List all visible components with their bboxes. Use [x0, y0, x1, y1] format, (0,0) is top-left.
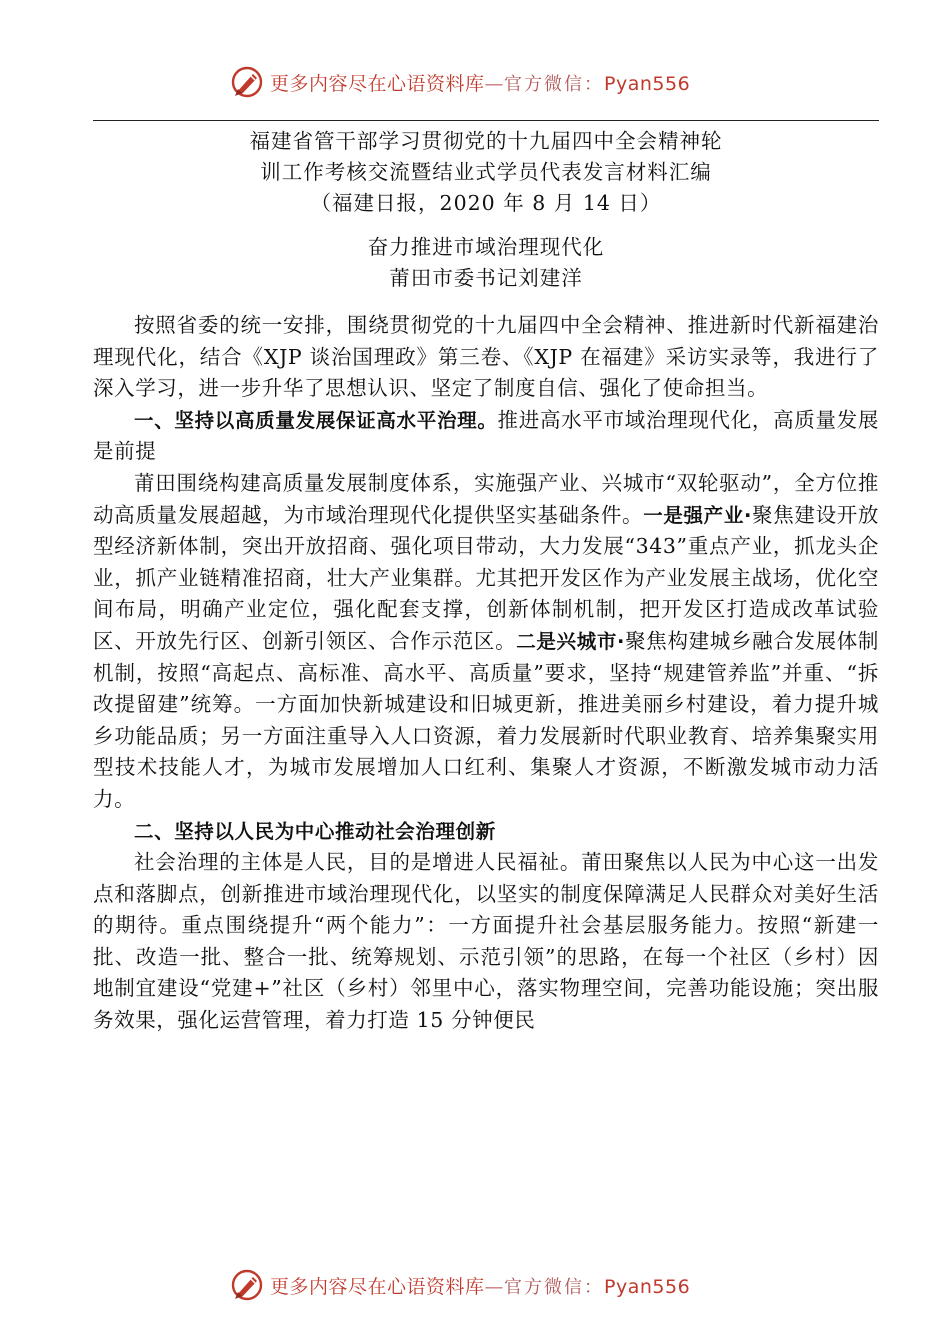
banner-wechat-id: Pyan556 [604, 1275, 691, 1298]
paragraph-text: 聚焦建设开放型经济新体制，突出开放招商、强化项目带动，大力发展“343”重点产业，抓龙头企业，抓产业链精准招商，壮大产业集群。尤其把开发区作为产业发展主战场，优化空间布局，明确产业定位，强化配套支撑，创新体制机制，把开发区打造成改革试验区、开放先行区、创新引领区、合作示范区。 [93, 502, 879, 653]
banner-text [270, 69, 690, 96]
title-line-1: 福建省管干部学习贯彻党的十九届四中全会精神轮 [249, 129, 723, 153]
banner-separator: — [484, 72, 505, 95]
paragraph-text: 聚焦构建城乡融合发展体制机制，按照“高起点、高标准、高水平、高质量”要求，坚持“规建管养监”并重、“拆改提留建”统筹。一方面加快新城建设和旧城更新，推进美丽乡村建设，着力提升城乡功能品质；另一方面注重导入人口资源，着力发展新时代职业教育、培养集聚实用型技术技能人才，为城市发展增加人口红利、集聚人才资源，不断激发城市动力活力。 [93, 628, 880, 811]
section-1-lead: 推进高水平市域治理现代化，高质量发展是前提 [93, 407, 879, 464]
article-author: 莆田市委书记刘建洋 [389, 266, 583, 290]
pen-logo-icon [230, 65, 264, 99]
article-body [93, 310, 879, 1037]
paragraph-section-2 [93, 816, 879, 848]
paragraph-putian-development [93, 468, 879, 816]
article-heading [93, 232, 879, 294]
document-title [93, 126, 879, 219]
point-2-heading: 二是兴城市· [516, 629, 626, 653]
paragraph-intro: 按照省委的统一安排，围绕贯彻党的十九届四中全会精神、推进新时代新福建治理现代化，结合《XJP 谈治国理政》第三卷、《XJP 在福建》采访实录等，我进行了深入学习，进一步升华了思想认识、坚定了制度自信、强化了使命担当。 [93, 313, 879, 401]
article-headline: 奋力推进市域治理现代化 [367, 235, 605, 259]
banner-wechat-label: 官方微信： [504, 73, 605, 95]
banner-separator: — [484, 1275, 505, 1298]
title-line-2: 训工作考核交流暨结业式学员代表发言材料汇编 [260, 160, 712, 184]
section-1-heading: 一、坚持以高质量发展保证高水平治理。 [134, 408, 498, 432]
banner-wechat-id: Pyan556 [604, 72, 691, 95]
banner-wechat-label: 官方微信： [504, 1276, 605, 1298]
banner-main-text: 更多内容尽在心语资料库 [270, 72, 485, 95]
footer-banner [230, 1265, 690, 1305]
header-divider [93, 120, 879, 121]
section-2-heading: 二、坚持以人民为中心推动社会治理创新 [134, 819, 496, 843]
paragraph-text: 莆田围绕构建高质量发展制度体系，实施强产业、兴城市“双轮驱动”，全方位推动高质量发展超越，为市域治理现代化提供坚实基础条件。 [93, 470, 879, 527]
title-line-3: （福建日报，2020 年 8 月 14 日） [310, 191, 662, 215]
paragraph-section-1 [93, 405, 879, 468]
header-banner [230, 62, 690, 102]
pen-logo-icon [230, 1268, 264, 1302]
banner-main-text: 更多内容尽在心语资料库 [270, 1275, 485, 1298]
banner-text [270, 1272, 690, 1299]
point-1-heading: 一是强产业· [643, 503, 753, 527]
paragraph-social-governance: 社会治理的主体是人民，目的是增进人民福祉。莆田聚焦以人民为中心这一出发点和落脚点，创新推进市域治理现代化，以坚实的制度保障满足人民群众对美好生活的期待。重点围绕提升“两个能力”：一方面提升社会基层服务能力。按照“新建一批、改造一批、整合一批、统筹规划、示范引领”的思路，在每一个社区（乡村）因地制宜建设“党建+”社区（乡村）邻里中心，落实物理空间，完善功能设施；突出服务效果，强化运营管理，着力打造 15 分钟便民 [93, 850, 879, 1033]
